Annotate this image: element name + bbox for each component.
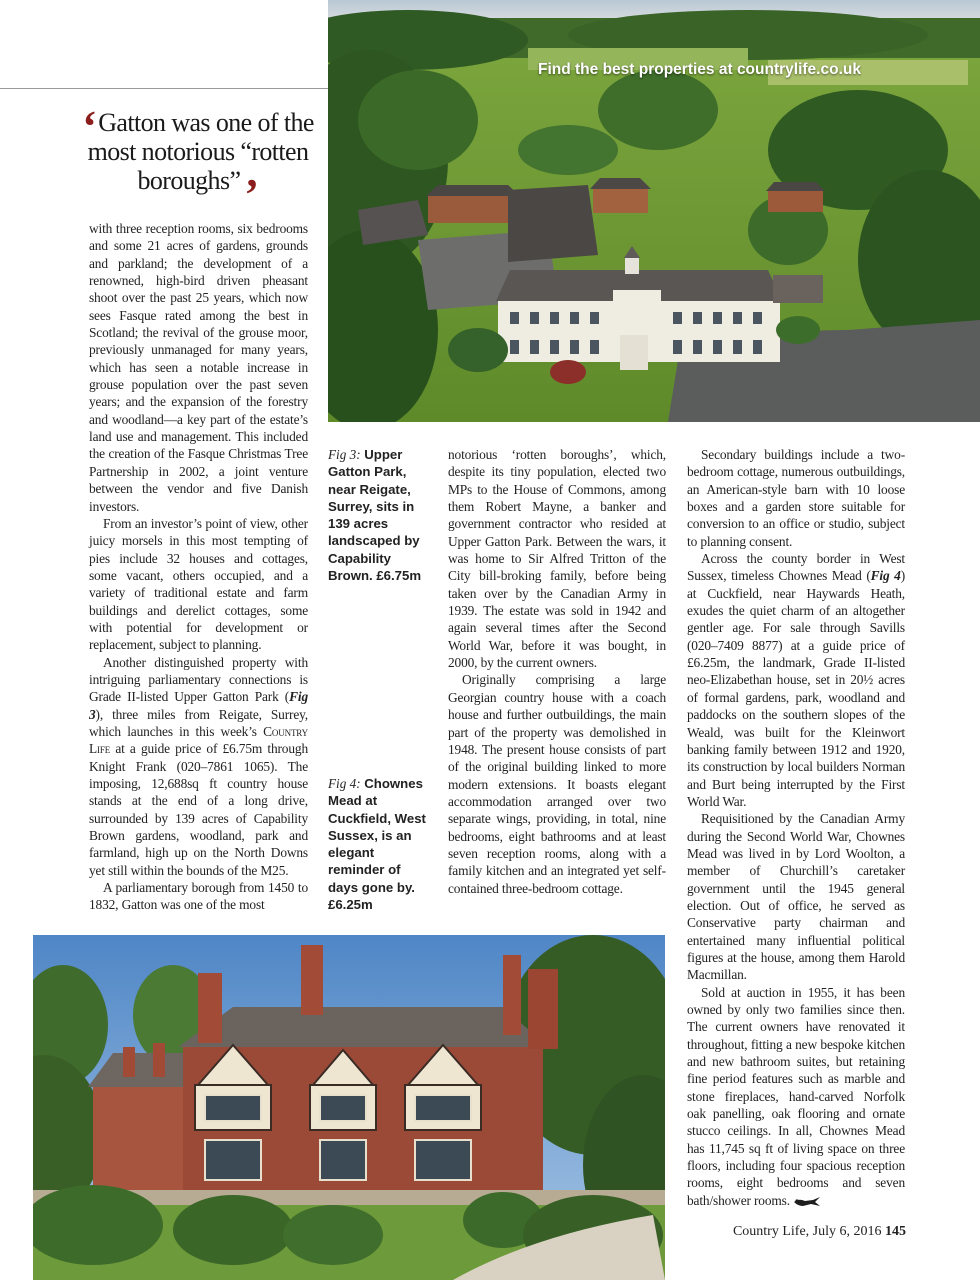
caption-label: Fig 3: — [328, 447, 361, 462]
figure-reference: Fig 3 — [89, 689, 308, 722]
caption-text: Chownes Mead at Cuckfield, West Sussex, is an elegant reminder of days gone by. £6.25m — [328, 776, 426, 913]
article-column-3 — [687, 446, 905, 1209]
text-run: at a guide price of £6.75m through Knight Frank (020–7861 1065). The imposing, 12,688sq ft country house stands at the end of a long drive, surrounded by 139 acres of Capability Brown gardens, woodland, park and farmland, high up on the North Downs yet still within the bounds of the M25. — [89, 741, 308, 878]
paragraph — [687, 984, 905, 1209]
paragraph: From an investor’s point of view, other juicy morsels in this most tempting of pies include 32 houses and cottages, some vacant, others occupied, and a variety of traditional estate and farm buildings and derelict cottages, some with potential for development or replacement, subject to planning. — [89, 515, 308, 653]
paragraph: Secondary buildings include a two-bedroom cottage, numerous outbuildings, an American-style barn with 10 loose boxes and a garden store suitable for conversion to an office or studio, subject to planning consent. — [687, 447, 905, 549]
text-run: Another distinguished property with intriguing parliamentary connections is Grade II-listed Upper Gatton Park ( — [89, 654, 308, 705]
text-run: ) at Cuckfield, near Haywards Heath, exudes the quiet charm of an altogether gentler age. For sale through Savills (020–7409 8877) at a guide price of £6.25m, the landmark, Grade II-listed neo-Elizabethan house, set in 20½ acres of formal gardens, park, woodland and paddocks on the southern slopes of the Weald, was built for the Kleinwort banking family between 1912 and 1920, its construction by local builders Norman and Burt being interrupted by the First World War. — [687, 568, 906, 809]
paragraph: Requisitioned by the Canadian Army during the Second World War, Chownes Mead was lived in by Lord Woolton, a member of Churchill’s caretaker government until the 1945 general election. Out of office, he served as Conservative party chairman and entertained many influential political figures at the house, among them Harold Macmillan. — [687, 811, 905, 983]
pull-quote — [78, 102, 318, 219]
pull-quote-text: Gatton was one of the most notorious “rotten boroughs” — [87, 108, 314, 195]
paragraph — [89, 654, 308, 879]
article-column-2 — [448, 446, 666, 897]
paragraph: with three reception rooms, six bedrooms and some 21 acres of gardens, grounds and parkland; the development of a renowned, high-bird driven pheasant shoot over the past 25 years, which now sees Fasque rated among the best in Scotland; the revival of the grouse moor, previously unmanaged for many years, which has seen a notable increase in grouse population over the past seven years; and the expansion of the forestry and woodland—a key part of the estate’s land use and management. This included the creation of the Fasque Christmas Tree Partnership in 2002, a joint venture between the vendor and five Danish investors. — [89, 221, 308, 514]
figure-reference: Fig 4 — [870, 568, 901, 584]
paragraph — [687, 550, 905, 810]
paragraph: notorious ‘rotten boroughs’, which, despite its tiny population, elected two MPs to the House of Commons, among them Robert Mayne, a banker and government contractor who resided at Upper Gatton Park. Between the wars, it was home to Sir Alfred Tritton of the City bill-broking family, before being taken over by the Canadian Army in 1939. The estate was sold in 1942 and again several times after the Second World War, before it was bought, in 2000, by the current owners. — [448, 447, 666, 671]
paragraph: Originally comprising a large Georgian country house with a coach house and further outbuildings, the main part of the property was demolished in 1948. The present house consists of part of the original building linked to more modern extensions. It boasts elegant accommodation arranged over two separate wings, providing, in total, nine bedrooms, eight bathrooms and at least seven reception rooms, along with a family kitchen and an integrated yet self-contained three-bedroom cottage. — [448, 672, 666, 896]
caption-text: Upper Gatton Park, near Reigate, Surrey, sits in 139 acres landscaped by Capability Brown. £6.75m — [328, 447, 422, 584]
page-number: 145 — [885, 1224, 906, 1239]
paragraph: A parliamentary borough from 1450 to 1832, Gatton was one of the most — [89, 880, 308, 913]
open-quote-mark: ‘ — [82, 102, 97, 151]
text-run: Sold at auction in 1955, it has been owned by only two families since then. The current owners have renovated it throughout, fitting a new bespoke kitchen and new bathroom suites, but retaining fine period features such as marble and stone fireplaces, hand-carved Norfolk oak panelling, oak flooring and ornate stucco ceilings. In all, Chownes Mead has 11,745 sq ft of living space on three floors, including four spacious reception rooms, eight bedrooms and seven bath/shower rooms. — [687, 984, 905, 1208]
fig4-caption — [328, 775, 433, 913]
countrylife-website-promo: Find the best properties at countrylife.co.uk — [538, 61, 861, 78]
close-quote-mark: ’ — [244, 170, 259, 219]
fig3-caption — [328, 446, 433, 584]
article-column-1 — [89, 220, 308, 914]
text-run: Across the county border in West Sussex, timeless Chownes Mead ( — [687, 551, 905, 584]
magazine-issue-date: Country Life, July 6, 2016 — [732, 1224, 882, 1239]
text-run: ), three miles from Reigate, Surrey, which launches in this week’s — [89, 706, 308, 739]
top-rule — [0, 88, 328, 89]
magazine-name: Country Life — [89, 723, 308, 757]
caption-label: Fig 4: — [328, 776, 361, 791]
pheasant-end-mark-icon — [793, 1196, 821, 1208]
chownes-mead-photo — [33, 935, 665, 1280]
page-footer — [720, 1224, 906, 1240]
